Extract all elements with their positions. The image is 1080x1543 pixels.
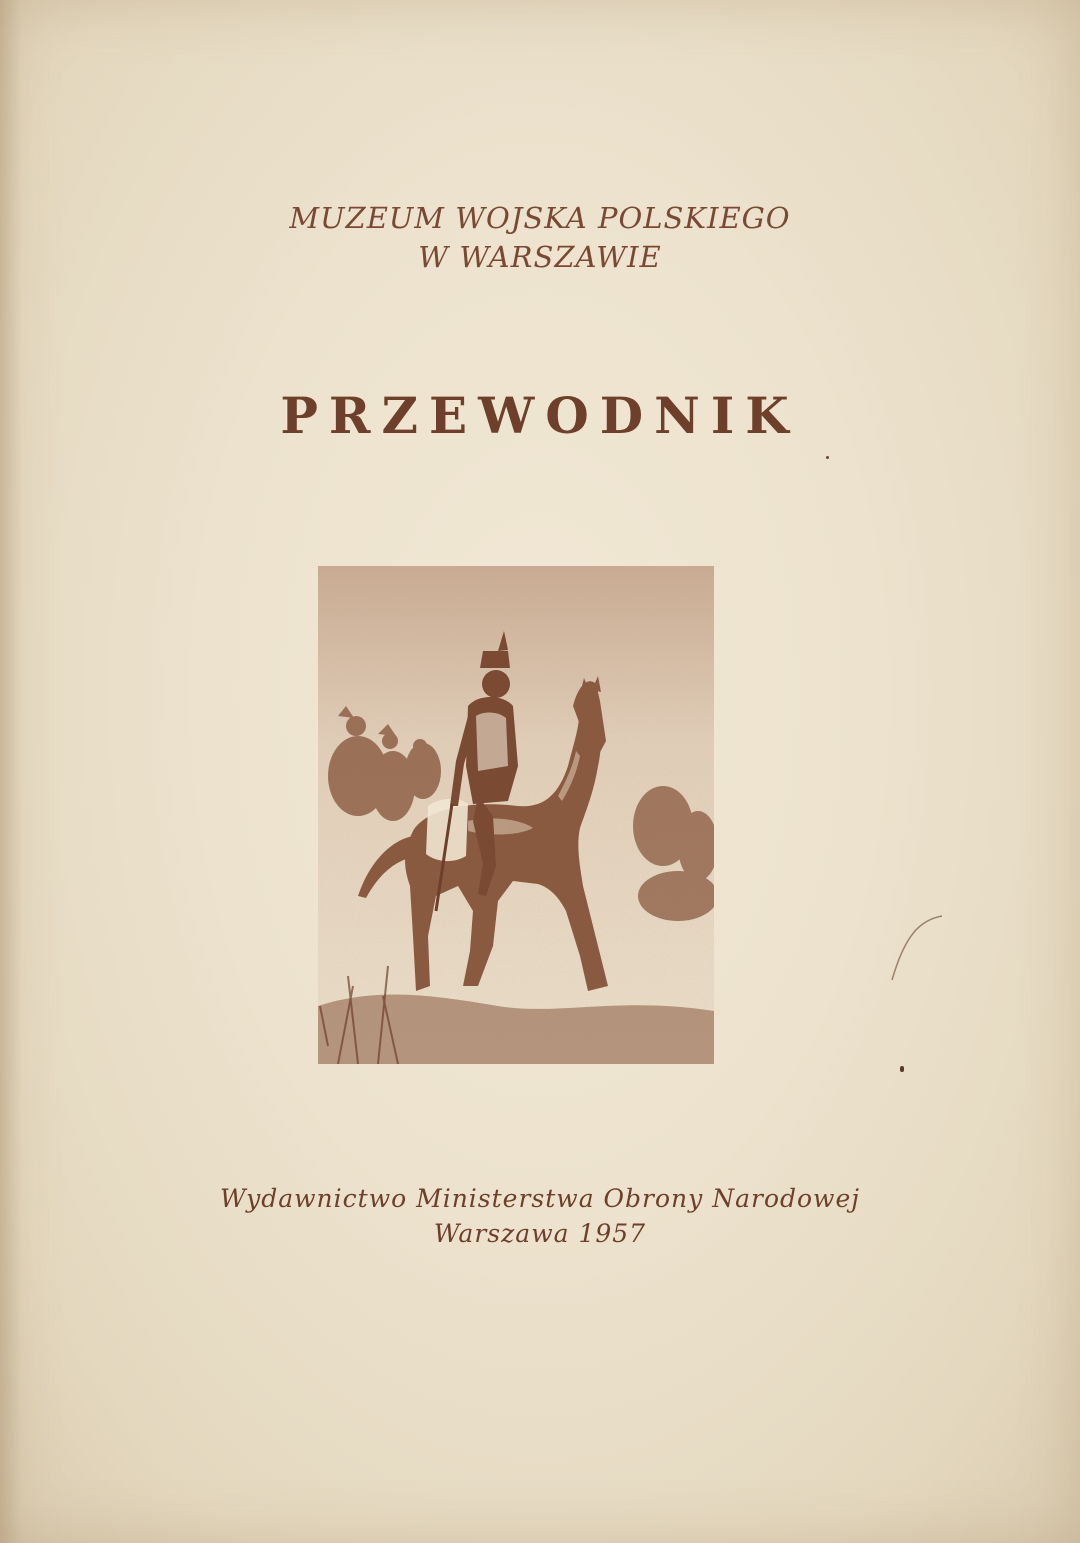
institution-name-line-1: MUZEUM WOJSKA POLSKIEGO — [289, 201, 791, 235]
paper-speck — [900, 1066, 904, 1072]
paper-crease-mark — [880, 910, 950, 990]
cover-title: PRZEWODNIK — [280, 386, 800, 445]
publisher-name: Wydawnictwo Ministerstwa Obrony Narodowej — [219, 1184, 860, 1213]
paper-speck — [826, 456, 829, 459]
institution-name-line-2: W WARSZAWIE — [418, 240, 662, 274]
cover-illustration — [318, 566, 714, 1064]
publication-place-year: Warszawa 1957 — [433, 1219, 647, 1248]
